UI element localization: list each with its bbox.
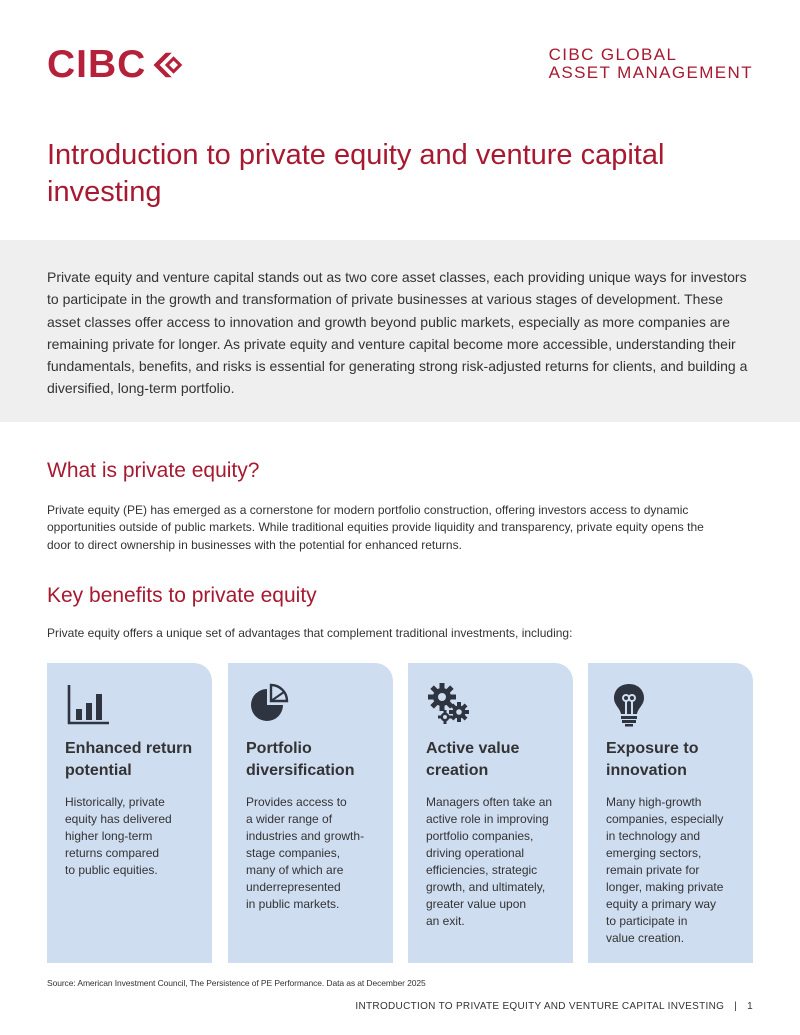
benefit-title: Active value creation: [426, 740, 520, 779]
section-heading-what-is-pe: What is private equity?: [47, 459, 260, 482]
bar-chart-icon: [65, 681, 111, 727]
benefit-title: Enhanced return potential: [65, 740, 193, 779]
benefit-card-diversification: [228, 663, 393, 963]
brand-line-2: ASSET MANAGEMENT: [548, 63, 753, 82]
section-body-key-benefits: Private equity offers a unique set of advantages that complement traditional investments, including:: [47, 626, 573, 640]
benefit-text: Provides access to a wider range of industries and growth- stage companies, many of which are underrepresented in public markets.: [246, 795, 365, 911]
benefit-text: Managers often take an active role in improving portfolio companies, driving operational efficiencies, strategic growth, and ultimately, greater value upon an exit.: [426, 795, 553, 928]
source-note: Source: American Investment Council, The Persistence of PE Performance. Data as at December 2025: [47, 978, 426, 988]
diamond-logo-icon: [150, 47, 187, 83]
benefit-title: Portfolio diversification: [246, 740, 355, 779]
brand-line-1: CIBC GLOBAL: [548, 45, 678, 64]
page-title: Introduction to private equity and venture capital investing: [47, 139, 665, 208]
lightbulb-icon: [606, 681, 652, 727]
cibc-logo: [47, 44, 187, 86]
pie-chart-icon: [246, 681, 292, 727]
benefit-card-value-creation: [408, 663, 573, 963]
section-body-what-is-pe: Private equity (PE) has emerged as a cornerstone for modern portfolio construction, offering investors access to dynamic opportunities outside of public markets. While traditional equities provide liquidity and transparency, private equity opens the door to direct ownership in businesses with the potential for enhanced returns.: [47, 503, 704, 552]
benefit-card-innovation: [588, 663, 753, 963]
benefit-text: Historically, private equity has delivered higher long-term returns compared to public equities.: [65, 795, 172, 877]
benefit-title: Exposure to innovation: [606, 740, 699, 779]
section-heading-key-benefits: Key benefits to private equity: [47, 584, 317, 607]
intro-paragraph: Private equity and venture capital stands out as two core asset classes, each providing unique ways for investors to participate in the growth and transformation of private businesses at various stages of development. These asset classes offer access to innovation and growth beyond public markets, especially as more companies are remaining private for longer. As private equity and venture capital become more accessible, understanding their fundamentals, benefits, and risks is essential for generating strong risk-adjusted returns for clients, and building a diversified, long-term portfolio.: [47, 269, 748, 397]
page-number: 1: [747, 1001, 753, 1012]
benefit-cards: [47, 663, 753, 963]
page-footer: [355, 1001, 753, 1012]
benefit-card-return: [47, 663, 212, 963]
running-title: INTRODUCTION TO PRIVATE EQUITY AND VENTURE CAPITAL INVESTING: [355, 1001, 725, 1012]
brand-name: [549, 46, 753, 82]
gears-icon: [426, 681, 472, 727]
benefit-text: Many high-growth companies, especially in technology and emerging sectors, remain private for longer, making private equity a primary way to participate in value creation.: [606, 795, 724, 945]
footer-separator: |: [734, 1001, 738, 1012]
logo-wordmark: CIBC: [47, 43, 147, 86]
